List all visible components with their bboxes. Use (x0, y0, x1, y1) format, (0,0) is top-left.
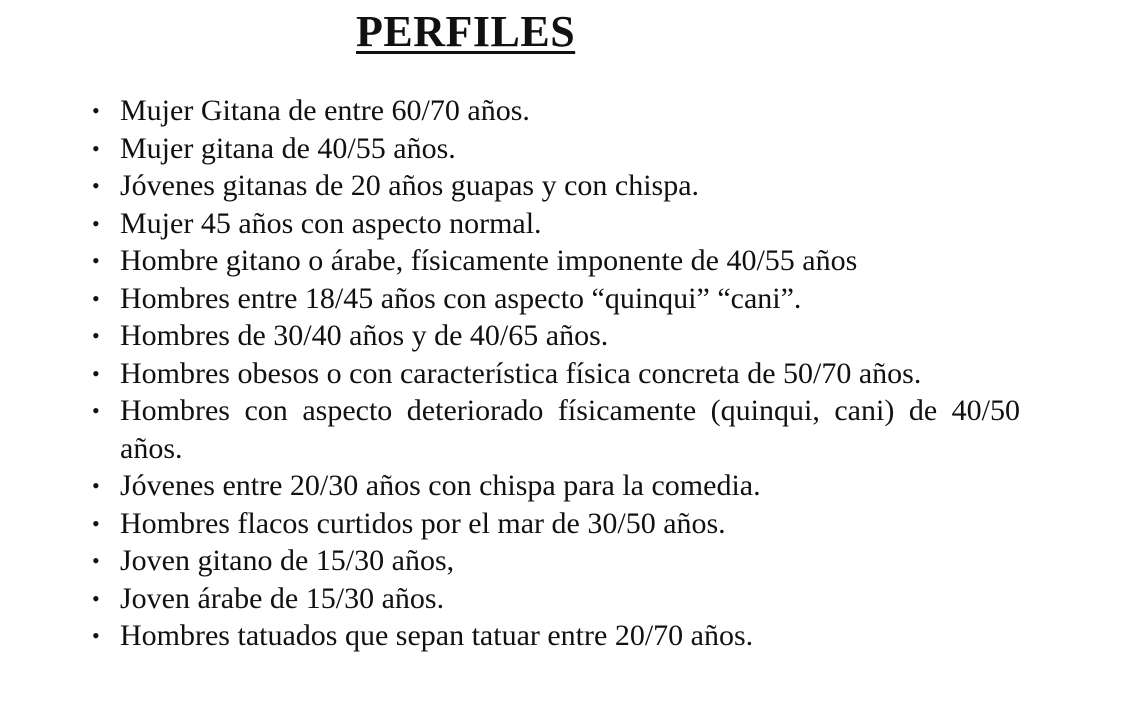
bullet-icon: • (92, 210, 100, 236)
list-item-text: Hombres con aspecto deteriorado físicamente (quinqui, cani) de 40/50 años. (120, 394, 1020, 465)
list-item-text: Mujer 45 años con aspecto normal. (120, 206, 542, 240)
list-item-text: Hombre gitano o árabe, físicamente imponente de 40/55 años (120, 244, 858, 277)
list-item (92, 280, 1020, 318)
list-item (92, 205, 1020, 243)
bullet-icon: • (92, 585, 100, 611)
list-item (92, 505, 1020, 543)
list-item (92, 542, 1020, 580)
list-item (92, 167, 1020, 205)
list-item (92, 580, 1020, 618)
bullet-icon: • (92, 285, 100, 311)
list-item-text: Hombres flacos curtidos por el mar de 30/50 años. (120, 506, 726, 540)
list-item-text: Joven gitano de 15/30 años, (120, 544, 455, 577)
list-item-text: Joven árabe de 15/30 años. (120, 581, 445, 615)
list-item-text: Hombres entre 18/45 años con aspecto “quinqui” “cani”. (120, 281, 802, 315)
bullet-icon: • (92, 135, 100, 161)
bullet-icon: • (92, 323, 100, 348)
list-item-text: Mujer Gitana de entre 60/70 años. (120, 94, 530, 127)
bullet-icon: • (92, 98, 100, 123)
bullet-icon: • (92, 173, 100, 198)
list-item-text: Mujer gitana de 40/55 años. (120, 131, 456, 165)
list-item (92, 317, 1020, 355)
list-item-text: Jóvenes gitanas de 20 años guapas y con chispa. (120, 169, 700, 202)
list-item (92, 617, 1020, 655)
list-item-text: Hombres obesos o con característica física concreta de 50/70 años. (120, 356, 922, 390)
list-item (92, 355, 1020, 393)
bullet-icon: • (92, 398, 100, 423)
bullet-icon: • (92, 473, 100, 498)
page-title: PERFILES (356, 7, 576, 56)
list-item (92, 92, 1020, 130)
list-item-text: Jóvenes entre 20/30 años con chispa para la comedia. (120, 469, 761, 502)
bullet-icon: • (92, 510, 100, 536)
bullet-icon: • (92, 360, 100, 386)
bullet-icon: • (92, 623, 100, 648)
list-item (92, 467, 1020, 505)
list-item (92, 242, 1020, 280)
list-item-text: Hombres de 30/40 años y de 40/65 años. (120, 319, 609, 352)
list-item (92, 392, 1020, 467)
profiles-list (92, 92, 1020, 655)
list-item-text: Hombres tatuados que sepan tatuar entre 20/70 años. (120, 619, 754, 652)
list-item (92, 130, 1020, 168)
bullet-icon: • (92, 248, 100, 273)
bullet-icon: • (92, 548, 100, 573)
